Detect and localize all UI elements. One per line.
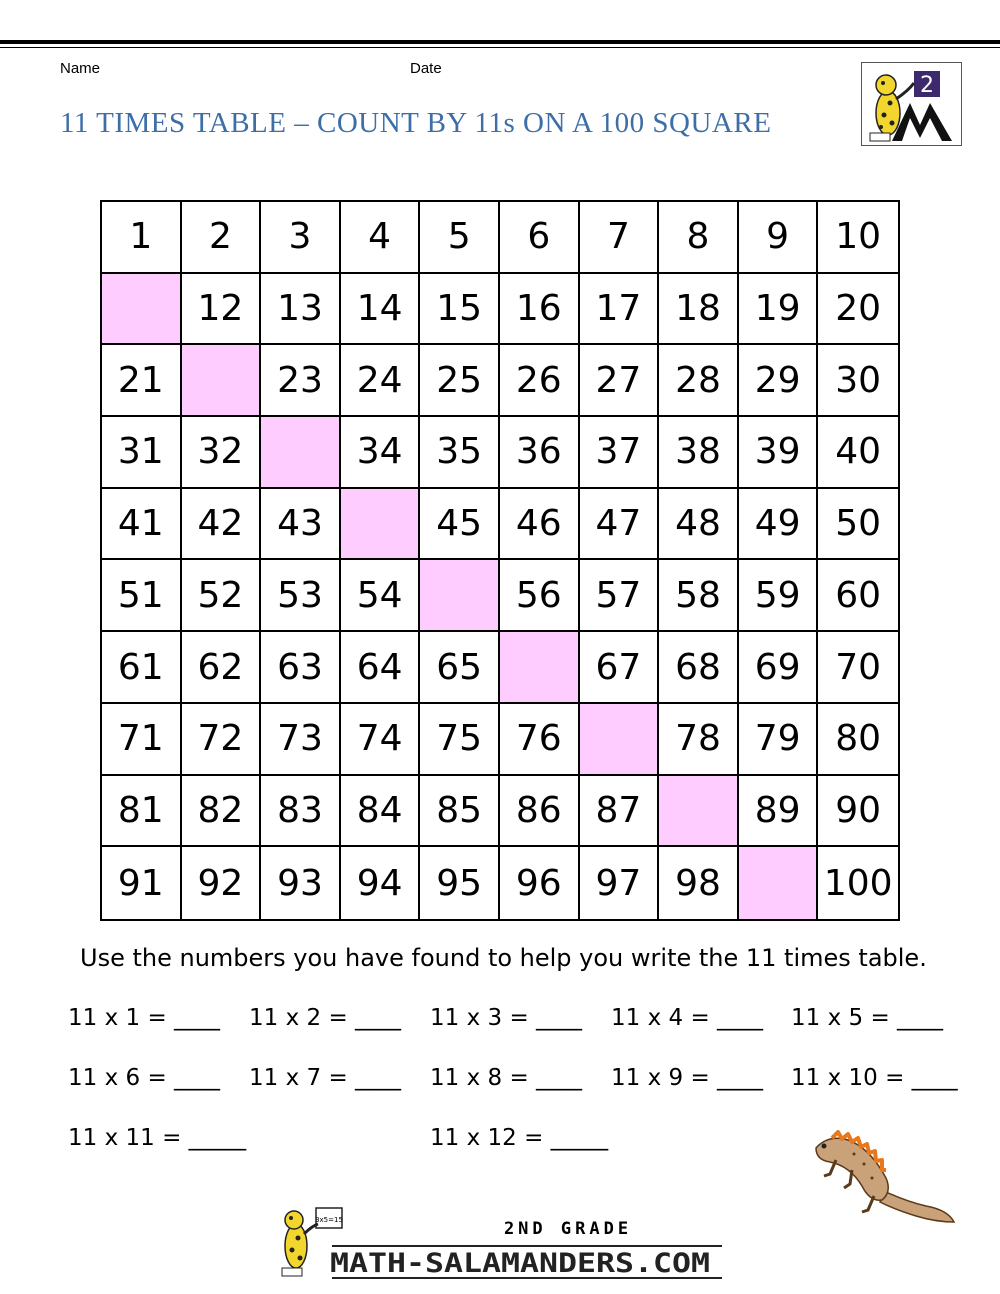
grid-cell: 7: [580, 202, 660, 274]
svg-text:MATH-SALAMANDERS.COM: MATH-SALAMANDERS.COM: [330, 1248, 710, 1279]
top-rule: [0, 40, 1000, 44]
salamander-grade-icon: [862, 63, 961, 145]
grid-cell: 40: [818, 417, 898, 489]
grid-cell: 25: [420, 345, 500, 417]
grid-cell: 60: [818, 560, 898, 632]
grid-cell: 92: [182, 847, 262, 919]
grid-cell: 62: [182, 632, 262, 704]
grid-cell: 65: [420, 632, 500, 704]
grid-cell: 49: [739, 489, 819, 561]
equation-4: 11 x 4 = ____: [611, 1005, 764, 1031]
grid-cell: 63: [261, 632, 341, 704]
grid-cell: 50: [818, 489, 898, 561]
grid-cell: 64: [341, 632, 421, 704]
grid-cell: 19: [739, 274, 819, 346]
highlighted-blank-cell: [420, 560, 500, 632]
equation-10: 11 x 10 = ____: [791, 1065, 958, 1091]
grid-cell: 28: [659, 345, 739, 417]
grid-cell: 72: [182, 704, 262, 776]
equation-2: 11 x 2 = ____: [249, 1005, 402, 1031]
grid-cell: 78: [659, 704, 739, 776]
grade-logo: [861, 62, 962, 146]
grid-cell: 97: [580, 847, 660, 919]
instruction-text: Use the numbers you have found to help you write the 11 times table.: [80, 944, 927, 972]
highlighted-blank-cell: [261, 417, 341, 489]
grid-cell: 12: [182, 274, 262, 346]
grid-cell: 73: [261, 704, 341, 776]
grid-cell: 53: [261, 560, 341, 632]
equation-12: 11 x 12 = _____: [430, 1125, 609, 1151]
grid-cell: 76: [500, 704, 580, 776]
grid-cell: 90: [818, 776, 898, 848]
equation-7: 11 x 7 = ____: [249, 1065, 402, 1091]
grid-cell: 46: [500, 489, 580, 561]
grid-cell: 54: [341, 560, 421, 632]
grid-cell: 56: [500, 560, 580, 632]
grid-cell: 91: [102, 847, 182, 919]
equation-5: 11 x 5 = ____: [791, 1005, 944, 1031]
grid-cell: 23: [261, 345, 341, 417]
grid-cell: 20: [818, 274, 898, 346]
grid-cell: 9: [739, 202, 819, 274]
grid-cell: 100: [823, 862, 893, 904]
highlighted-blank-cell: [341, 489, 421, 561]
grid-cell: 58: [659, 560, 739, 632]
grid-cell: 24: [341, 345, 421, 417]
svg-text:2: 2: [920, 73, 934, 98]
top-rule-thin: [0, 47, 1000, 48]
grid-cell: 94: [341, 847, 421, 919]
svg-text:2ND GRADE: 2ND GRADE: [503, 1219, 633, 1239]
grid-cell: 89: [739, 776, 819, 848]
grid-cell: 83: [261, 776, 341, 848]
highlighted-blank-cell: [739, 847, 819, 919]
grid-cell: 84: [341, 776, 421, 848]
grid-cell: 35: [420, 417, 500, 489]
equation-9: 11 x 9 = ____: [611, 1065, 764, 1091]
grid-cell: 27: [580, 345, 660, 417]
name-label: Name: [60, 60, 101, 77]
grid-cell: 96: [500, 847, 580, 919]
grid-cell: 45: [420, 489, 500, 561]
hundred-square: [100, 200, 900, 921]
grid-cell: 47: [580, 489, 660, 561]
equation-6: 11 x 6 = ____: [68, 1065, 221, 1091]
grid-cell: 5: [420, 202, 500, 274]
grid-cell: 42: [182, 489, 262, 561]
grid-cell: 86: [500, 776, 580, 848]
grid-cell: 14: [341, 274, 421, 346]
highlighted-blank-cell: [102, 274, 182, 346]
equation-11: 11 x 11 = _____: [68, 1125, 247, 1151]
grid-cell: 80: [818, 704, 898, 776]
grid-cell: 71: [102, 704, 182, 776]
grid-cell: 74: [341, 704, 421, 776]
grid-cell: 10: [818, 202, 898, 274]
grid-cell: 93: [261, 847, 341, 919]
grid-cell: 70: [818, 632, 898, 704]
grid-cell: 68: [659, 632, 739, 704]
grid-cell: 38: [659, 417, 739, 489]
highlighted-blank-cell: [182, 345, 262, 417]
equation-1: 11 x 1 = ____: [68, 1005, 221, 1031]
grid-cell: 43: [261, 489, 341, 561]
highlighted-blank-cell: [500, 632, 580, 704]
highlighted-blank-cell: [580, 704, 660, 776]
grid-cell: 85: [420, 776, 500, 848]
grid-cell: 51: [102, 560, 182, 632]
grid-cell: 52: [182, 560, 262, 632]
grid-cell: 75: [420, 704, 500, 776]
grid-cell: 2: [182, 202, 262, 274]
grid-cell: 17: [580, 274, 660, 346]
grid-cell: 8: [659, 202, 739, 274]
grid-cell: 32: [182, 417, 262, 489]
grid-cell: 6: [500, 202, 580, 274]
grid-cell: 34: [341, 417, 421, 489]
worksheet-title: 11 TIMES TABLE – COUNT BY 11s ON A 100 SQUARE: [60, 107, 772, 139]
grid-cell: 31: [102, 417, 182, 489]
grid-cell: 82: [182, 776, 262, 848]
grid-cell: 16: [500, 274, 580, 346]
grid-cell: 98: [659, 847, 739, 919]
grid-cell: 15: [420, 274, 500, 346]
grid-cell: 69: [739, 632, 819, 704]
grid-cell: 21: [102, 345, 182, 417]
grid-cell: 18: [659, 274, 739, 346]
grid-cell: 59: [739, 560, 819, 632]
grid-cell: 57: [580, 560, 660, 632]
grid-cell: 30: [818, 345, 898, 417]
grid-cell: 26: [500, 345, 580, 417]
svg-text:3x5=15: 3x5=15: [315, 1216, 343, 1224]
grid-cell: 36: [500, 417, 580, 489]
grid-cell: 3: [261, 202, 341, 274]
grid-cell: 48: [659, 489, 739, 561]
grid-cell: 41: [102, 489, 182, 561]
grid-cell: 13: [261, 274, 341, 346]
grid-cell: 87: [580, 776, 660, 848]
equation-3: 11 x 3 = ____: [430, 1005, 583, 1031]
grid-cell: 4: [341, 202, 421, 274]
equation-8: 11 x 8 = ____: [430, 1065, 583, 1091]
salamander-illustration-icon: [808, 1130, 958, 1230]
date-label: Date: [410, 60, 442, 77]
grid-cell: 39: [739, 417, 819, 489]
grid-cell: 29: [739, 345, 819, 417]
grid-cell: 61: [102, 632, 182, 704]
grid-cell: 67: [580, 632, 660, 704]
grid-cell: 79: [739, 704, 819, 776]
highlighted-blank-cell: [659, 776, 739, 848]
grid-cell: 37: [580, 417, 660, 489]
grid-cell: 81: [102, 776, 182, 848]
grid-cell: 1: [102, 202, 182, 274]
grid-cell: 95: [420, 847, 500, 919]
site-logo: [272, 1202, 732, 1282]
